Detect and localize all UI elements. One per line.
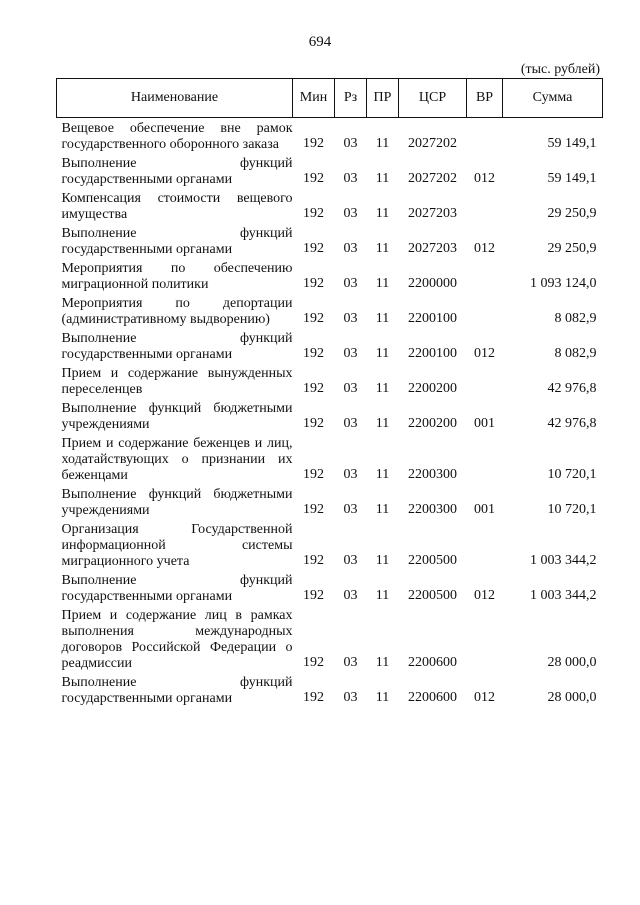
row-min: 192 xyxy=(303,467,324,482)
table-row xyxy=(57,605,603,672)
table-row xyxy=(57,258,603,293)
row-csr: 2200100 xyxy=(408,346,457,361)
row-name: Выполнение функций государственными органами xyxy=(61,156,293,187)
row-vr xyxy=(467,118,503,154)
row-vr xyxy=(467,433,503,484)
row-sum: 1 093 124,0 xyxy=(530,276,597,291)
row-csr: 2200300 xyxy=(408,467,457,482)
row-min: 192 xyxy=(303,502,324,517)
row-pr: 11 xyxy=(375,553,390,568)
row-name: Прием и содержание лиц в рамках выполнения международных договоров Российской Федерации о реадмиссии xyxy=(61,608,293,671)
row-rz: 03 xyxy=(343,502,358,517)
row-name: Мероприятия по депортации (административному выдворению) xyxy=(61,296,293,327)
row-name: Мероприятия по обеспечению миграционной политики xyxy=(61,261,293,292)
row-sum: 10 720,1 xyxy=(547,467,597,482)
row-rz: 03 xyxy=(343,467,358,482)
table-row xyxy=(57,293,603,328)
row-csr: 2200600 xyxy=(408,655,457,670)
row-name: Компенсация стоимости вещевого имущества xyxy=(61,191,293,222)
table-row xyxy=(57,433,603,484)
row-vr xyxy=(467,519,503,570)
row-vr: 001 xyxy=(474,502,495,517)
row-sum: 42 976,8 xyxy=(547,416,597,431)
row-csr: 2200100 xyxy=(408,311,457,326)
row-rz: 03 xyxy=(343,655,358,670)
row-vr: 012 xyxy=(474,690,495,705)
row-sum: 8 082,9 xyxy=(554,311,597,326)
table-row xyxy=(57,328,603,363)
table-row xyxy=(57,398,603,433)
header-csr: ЦСР xyxy=(399,79,467,118)
header-name: Наименование xyxy=(57,79,293,118)
row-sum: 59 149,1 xyxy=(547,171,597,186)
row-pr: 11 xyxy=(375,206,390,221)
row-csr: 2200500 xyxy=(408,553,457,568)
row-vr xyxy=(467,605,503,672)
row-vr: 012 xyxy=(474,588,495,603)
row-pr: 11 xyxy=(375,381,390,396)
table-row xyxy=(57,570,603,605)
row-csr: 2027203 xyxy=(408,241,457,256)
row-name: Вещевое обеспечение вне рамок государственного оборонного заказа xyxy=(61,121,293,152)
row-pr: 11 xyxy=(375,502,390,517)
row-min: 192 xyxy=(303,690,324,705)
row-vr: 001 xyxy=(474,416,495,431)
row-rz: 03 xyxy=(343,171,358,186)
row-vr: 012 xyxy=(474,346,495,361)
row-vr xyxy=(467,258,503,293)
row-pr: 11 xyxy=(375,346,390,361)
row-pr: 11 xyxy=(375,467,390,482)
row-sum: 10 720,1 xyxy=(547,502,597,517)
table-row xyxy=(57,484,603,519)
row-vr xyxy=(467,363,503,398)
row-csr: 2027202 xyxy=(408,136,457,151)
budget-table xyxy=(56,78,603,707)
row-rz: 03 xyxy=(343,416,358,431)
row-pr: 11 xyxy=(375,588,390,603)
row-vr xyxy=(467,188,503,223)
row-min: 192 xyxy=(303,655,324,670)
table-body xyxy=(57,118,603,708)
row-vr: 012 xyxy=(474,241,495,256)
row-sum: 1 003 344,2 xyxy=(530,553,597,568)
table-row xyxy=(57,672,603,707)
row-rz: 03 xyxy=(343,690,358,705)
row-pr: 11 xyxy=(375,690,390,705)
row-sum: 29 250,9 xyxy=(547,206,597,221)
row-csr: 2200200 xyxy=(408,381,457,396)
table-row xyxy=(57,223,603,258)
row-sum: 1 003 344,2 xyxy=(530,588,597,603)
page-number: 694 xyxy=(308,34,332,50)
row-name: Выполнение функций государственными органами xyxy=(61,226,293,257)
row-csr: 2200600 xyxy=(408,690,457,705)
row-rz: 03 xyxy=(343,276,358,291)
header-sum: Сумма xyxy=(503,79,603,118)
row-rz: 03 xyxy=(343,206,358,221)
row-csr: 2027202 xyxy=(408,171,457,186)
row-name: Организация Государственной информационной системы миграционного учета xyxy=(61,522,293,569)
row-pr: 11 xyxy=(375,276,390,291)
table-row xyxy=(57,153,603,188)
row-min: 192 xyxy=(303,381,324,396)
row-sum: 8 082,9 xyxy=(554,346,597,361)
table-row xyxy=(57,519,603,570)
row-rz: 03 xyxy=(343,136,358,151)
row-name: Прием и содержание вынужденных переселенцев xyxy=(61,366,293,397)
row-csr: 2200500 xyxy=(408,588,457,603)
row-min: 192 xyxy=(303,311,324,326)
row-min: 192 xyxy=(303,171,324,186)
row-name: Выполнение функций бюджетными учреждениями xyxy=(61,487,293,518)
row-csr: 2200300 xyxy=(408,502,457,517)
row-rz: 03 xyxy=(343,553,358,568)
row-pr: 11 xyxy=(375,241,390,256)
row-sum: 28 000,0 xyxy=(547,690,597,705)
row-pr: 11 xyxy=(375,416,390,431)
row-sum: 29 250,9 xyxy=(547,241,597,256)
table-row xyxy=(57,363,603,398)
units-label: (тыс. рублей) xyxy=(520,62,600,77)
row-min: 192 xyxy=(303,241,324,256)
row-vr xyxy=(467,293,503,328)
table-row xyxy=(57,188,603,223)
row-csr: 2027203 xyxy=(408,206,457,221)
table-row xyxy=(57,118,603,154)
row-sum: 59 149,1 xyxy=(547,136,597,151)
row-min: 192 xyxy=(303,346,324,361)
row-min: 192 xyxy=(303,553,324,568)
row-pr: 11 xyxy=(375,311,390,326)
row-csr: 2200200 xyxy=(408,416,457,431)
row-sum: 28 000,0 xyxy=(547,655,597,670)
row-sum: 42 976,8 xyxy=(547,381,597,396)
header-pr: ПР xyxy=(367,79,399,118)
row-min: 192 xyxy=(303,136,324,151)
table-header-row xyxy=(57,79,603,118)
row-name: Прием и содержание беженцев и лиц, ходатайствующих о признании их беженцами xyxy=(61,436,293,483)
row-name: Выполнение функций государственными органами xyxy=(61,675,293,706)
header-min: Мин xyxy=(293,79,335,118)
row-min: 192 xyxy=(303,206,324,221)
row-pr: 11 xyxy=(375,171,390,186)
row-rz: 03 xyxy=(343,588,358,603)
row-name: Выполнение функций бюджетными учреждениями xyxy=(61,401,293,432)
row-name: Выполнение функций государственными органами xyxy=(61,573,293,604)
row-min: 192 xyxy=(303,588,324,603)
row-min: 192 xyxy=(303,416,324,431)
row-rz: 03 xyxy=(343,381,358,396)
row-pr: 11 xyxy=(375,655,390,670)
row-rz: 03 xyxy=(343,346,358,361)
header-rz: Рз xyxy=(335,79,367,118)
row-pr: 11 xyxy=(375,136,390,151)
row-rz: 03 xyxy=(343,241,358,256)
row-name: Выполнение функций государственными органами xyxy=(61,331,293,362)
row-rz: 03 xyxy=(343,311,358,326)
header-vr: ВР xyxy=(467,79,503,118)
row-min: 192 xyxy=(303,276,324,291)
row-csr: 2200000 xyxy=(408,276,457,291)
row-vr: 012 xyxy=(474,171,495,186)
